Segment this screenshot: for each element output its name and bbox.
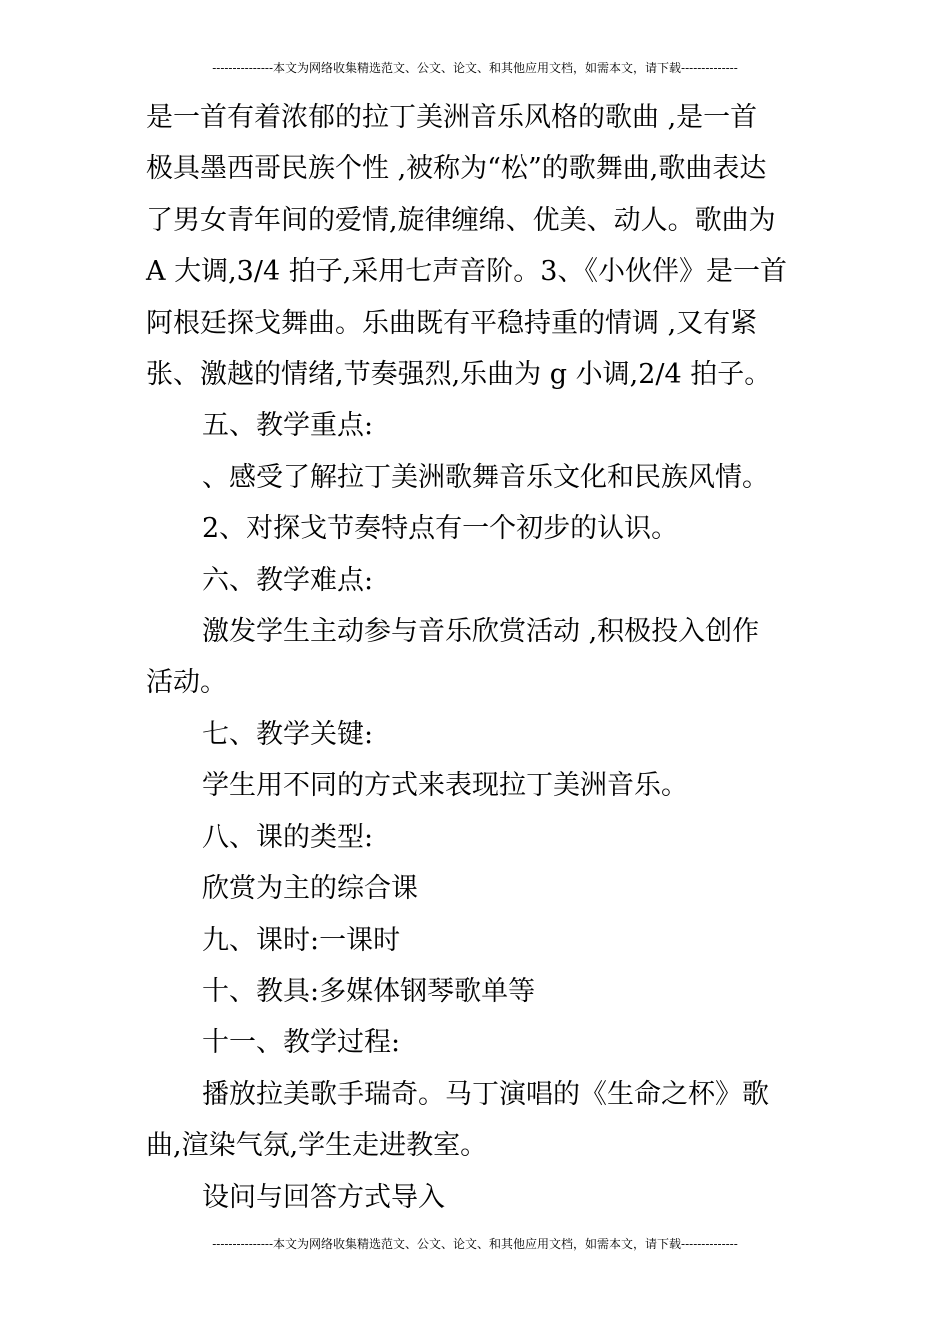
key-text: 学生用不同的方式来表现拉丁美洲音乐。 bbox=[202, 770, 688, 802]
document-body bbox=[146, 92, 808, 1223]
process-paragraph bbox=[146, 1069, 808, 1172]
process-line-1: 播放拉美歌手瑞奇。马丁演唱的《生命之杯》歌 bbox=[202, 1078, 769, 1110]
focus-heading: 五、教学重点: bbox=[202, 410, 374, 442]
process-line-2: 曲,渲染气氛,学生走进教室。 bbox=[146, 1130, 488, 1162]
type-text: 欣赏为主的综合课 bbox=[202, 873, 418, 905]
focus-item-2: 2、对探戈节奏特点有一个初步的认识。 bbox=[202, 513, 679, 545]
intro-line-5: 阿根廷探戈舞曲。乐曲既有平稳持重的情调 ,又有紧 bbox=[146, 307, 758, 339]
intro-paragraph bbox=[146, 92, 808, 400]
intro-line-2: 极具墨西哥民族个性 ,被称为“松”的歌舞曲,歌曲表达 bbox=[146, 153, 767, 185]
intro-line-4: A 大调,3/4 拍子,采用七声音阶。3、《小伙伴》是一首 bbox=[146, 256, 787, 288]
intro-line-3: 了男女青年间的爱情,旋律缠绵、优美、动人。歌曲为 bbox=[146, 204, 776, 236]
intro-line-1: 是一首有着浓郁的拉丁美洲音乐风格的歌曲 ,是一首 bbox=[146, 102, 758, 133]
focus-item-1: 、感受了解拉丁美洲歌舞音乐文化和民族风情。 bbox=[202, 461, 769, 493]
type-heading: 八、课的类型: bbox=[202, 821, 374, 853]
class-hours: 九、课时:一课时 bbox=[202, 924, 401, 956]
difficulty-line-1: 激发学生主动参与音乐欣赏活动 ,积极投入创作 bbox=[202, 616, 760, 648]
intro-line-6: 张、激越的情绪,节奏强烈,乐曲为 g 小调,2/4 拍子。 bbox=[146, 359, 772, 391]
difficulty-line-2: 活动。 bbox=[146, 667, 227, 699]
process-heading: 十一、教学过程: bbox=[202, 1027, 401, 1059]
process-line-3: 设问与回答方式导入 bbox=[202, 1181, 445, 1213]
difficulty-heading: 六、教学难点: bbox=[202, 564, 374, 596]
difficulty-paragraph bbox=[146, 606, 808, 709]
page-header: ---------------本文为网络收集精选范文、公文、论文、和其他应用文档，如需本文，请下载-------------- bbox=[212, 61, 738, 75]
page-footer: ---------------本文为网络收集精选范文、公文、论文、和其他应用文档，如需本文，请下载-------------- bbox=[212, 1237, 738, 1251]
teaching-tools: 十、教具:多媒体钢琴歌单等 bbox=[202, 975, 536, 1007]
key-heading: 七、教学关键: bbox=[202, 718, 374, 750]
